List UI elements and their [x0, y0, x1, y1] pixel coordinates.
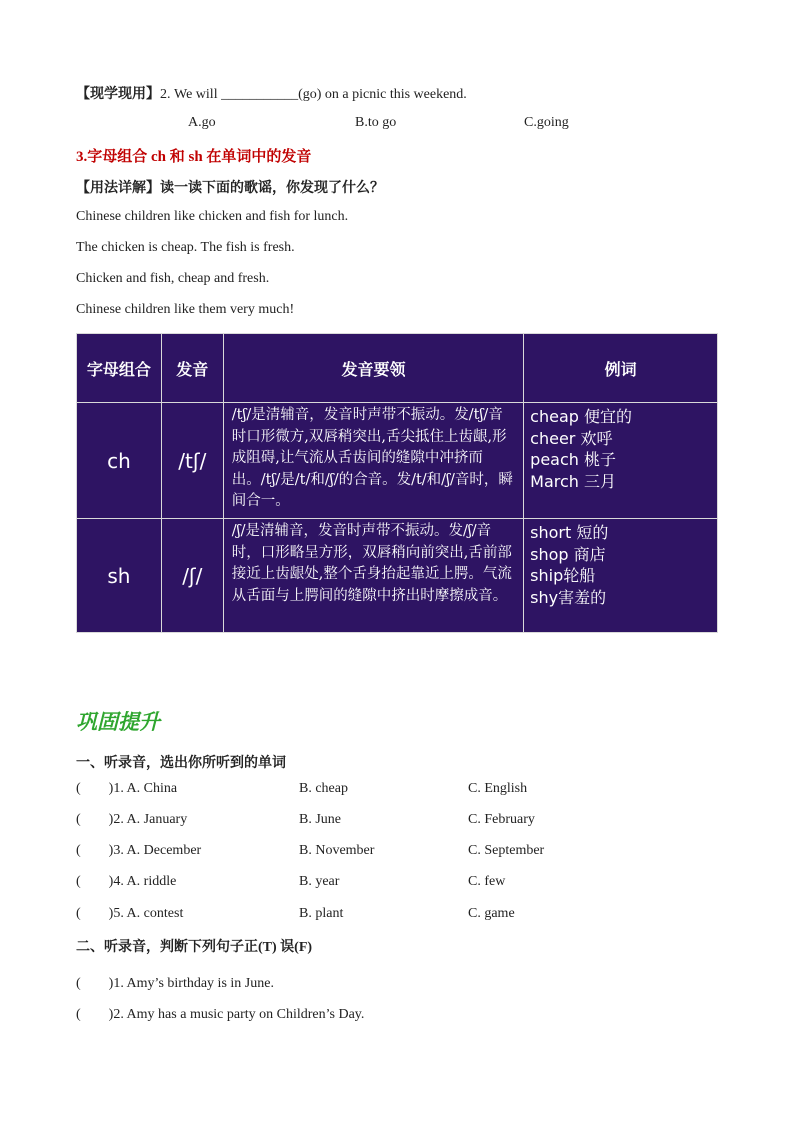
header-examples: 例词	[524, 334, 718, 403]
table-header-row	[77, 334, 718, 403]
rhyme-line: Chinese children like chicken and fish for lunch.	[76, 209, 349, 224]
option-b-text: B. year	[299, 874, 340, 889]
judge-item	[76, 1007, 364, 1023]
answer-paren[interactable]: (	[76, 843, 81, 858]
consolidate-title: 巩固提升	[76, 710, 160, 734]
option-a-text: )1. A. China	[108, 781, 178, 796]
option-b: B.to go	[355, 115, 397, 130]
example-word: short 短的	[530, 523, 609, 542]
part2-title: 二、听录音，判断下列句子正(T) 误(F)	[76, 940, 313, 955]
option-a-text: )2. A. January	[108, 812, 188, 827]
option-c-text: C. game	[468, 906, 515, 921]
option-c-text: C. English	[468, 781, 528, 796]
usage-line	[76, 177, 384, 197]
sound-cell: /ʃ/	[161, 519, 223, 633]
table-row	[77, 403, 718, 519]
answer-paren[interactable]: (	[76, 976, 81, 991]
answer-paren[interactable]: (	[76, 1007, 81, 1022]
header-tips: 发音要领	[223, 334, 523, 403]
option-a-text: )4. A. riddle	[108, 874, 177, 889]
header-combo: 字母组合	[77, 334, 162, 403]
question-item	[76, 781, 177, 797]
example-word: cheap 便宜的	[530, 407, 632, 426]
examples-cell	[524, 519, 718, 633]
practice-tag: 【现学现用】	[76, 87, 160, 102]
judge-text: )1. Amy’s birthday is in June.	[108, 976, 274, 991]
part1-title: 一、听录音，选出你所听到的单词	[76, 756, 286, 771]
header-sound: 发音	[161, 334, 223, 403]
option-b-text: B. cheap	[299, 781, 348, 796]
rhyme-line: Chicken and fish, cheap and fresh.	[76, 271, 270, 286]
answer-paren[interactable]: (	[76, 812, 81, 827]
question-item	[76, 874, 176, 890]
question-item	[76, 812, 187, 828]
answer-paren[interactable]: (	[76, 906, 81, 921]
judge-item	[76, 976, 274, 992]
example-word: March 三月	[530, 471, 617, 491]
option-c-text: C. September	[468, 843, 545, 858]
option-c-text: C. February	[468, 812, 535, 827]
rhyme-line: Chinese children like them very much!	[76, 302, 295, 317]
example-word: ship轮船	[530, 566, 596, 585]
table-row	[77, 519, 718, 633]
question-item	[76, 843, 201, 859]
practice-question-text: 2. We will ___________(go) on a picnic this weekend.	[160, 87, 467, 102]
practice-question	[76, 83, 467, 103]
usage-tag: 【用法详解】	[76, 181, 160, 196]
option-b-text: B. November	[299, 843, 375, 858]
example-word: cheer 欢呼	[530, 428, 613, 448]
option-b-text: B. plant	[299, 906, 344, 921]
answer-paren[interactable]: (	[76, 874, 81, 889]
option-c-text: C. few	[468, 874, 506, 889]
combo-cell: ch	[77, 403, 162, 519]
examples-cell	[524, 403, 718, 519]
sound-cell: /tʃ/	[161, 403, 223, 519]
section-title: 3.字母组合 ch 和 sh 在单词中的发音	[76, 149, 312, 165]
tips-cell: /ʃ/是清辅音，发音时声带不振动。发/ʃ/音时，口形略呈方形，双唇稍向前突出,舌前部接近上齿龈处,整个舌身抬起靠近上腭。气流从舌面与上腭间的缝隙中挤出时摩擦成音。	[223, 519, 523, 633]
rhyme-line: The chicken is cheap. The fish is fresh.	[76, 240, 295, 255]
combo-cell: sh	[77, 519, 162, 633]
question-item	[76, 906, 183, 922]
answer-paren[interactable]: (	[76, 781, 81, 796]
usage-text: 读一读下面的歌谣，你发现了什么？	[160, 181, 384, 196]
judge-text: )2. Amy has a music party on Children’s Day.	[108, 1007, 365, 1022]
option-b-text: B. June	[299, 812, 341, 827]
example-word: shy害羞的	[530, 587, 607, 607]
tips-cell: /tʃ/是清辅音，发音时声带不振动。发/tʃ/音时口形微方,双唇稍突出,舌尖抵住上齿龈,形成阻碍,让气流从舌齿间的缝隙中冲挤而出。/tʃ/是/t/和/ʃ/的合音。发/t/和/ʃ/音时，瞬间合一。	[223, 403, 523, 519]
option-a-text: )5. A. contest	[108, 906, 184, 921]
pronunciation-table	[76, 333, 718, 633]
option-a-text: )3. A. December	[108, 843, 202, 858]
example-word: shop 商店	[530, 544, 606, 564]
example-word: peach 桃子	[530, 450, 616, 469]
option-a: A.go	[188, 115, 216, 130]
option-c: C.going	[524, 115, 569, 130]
